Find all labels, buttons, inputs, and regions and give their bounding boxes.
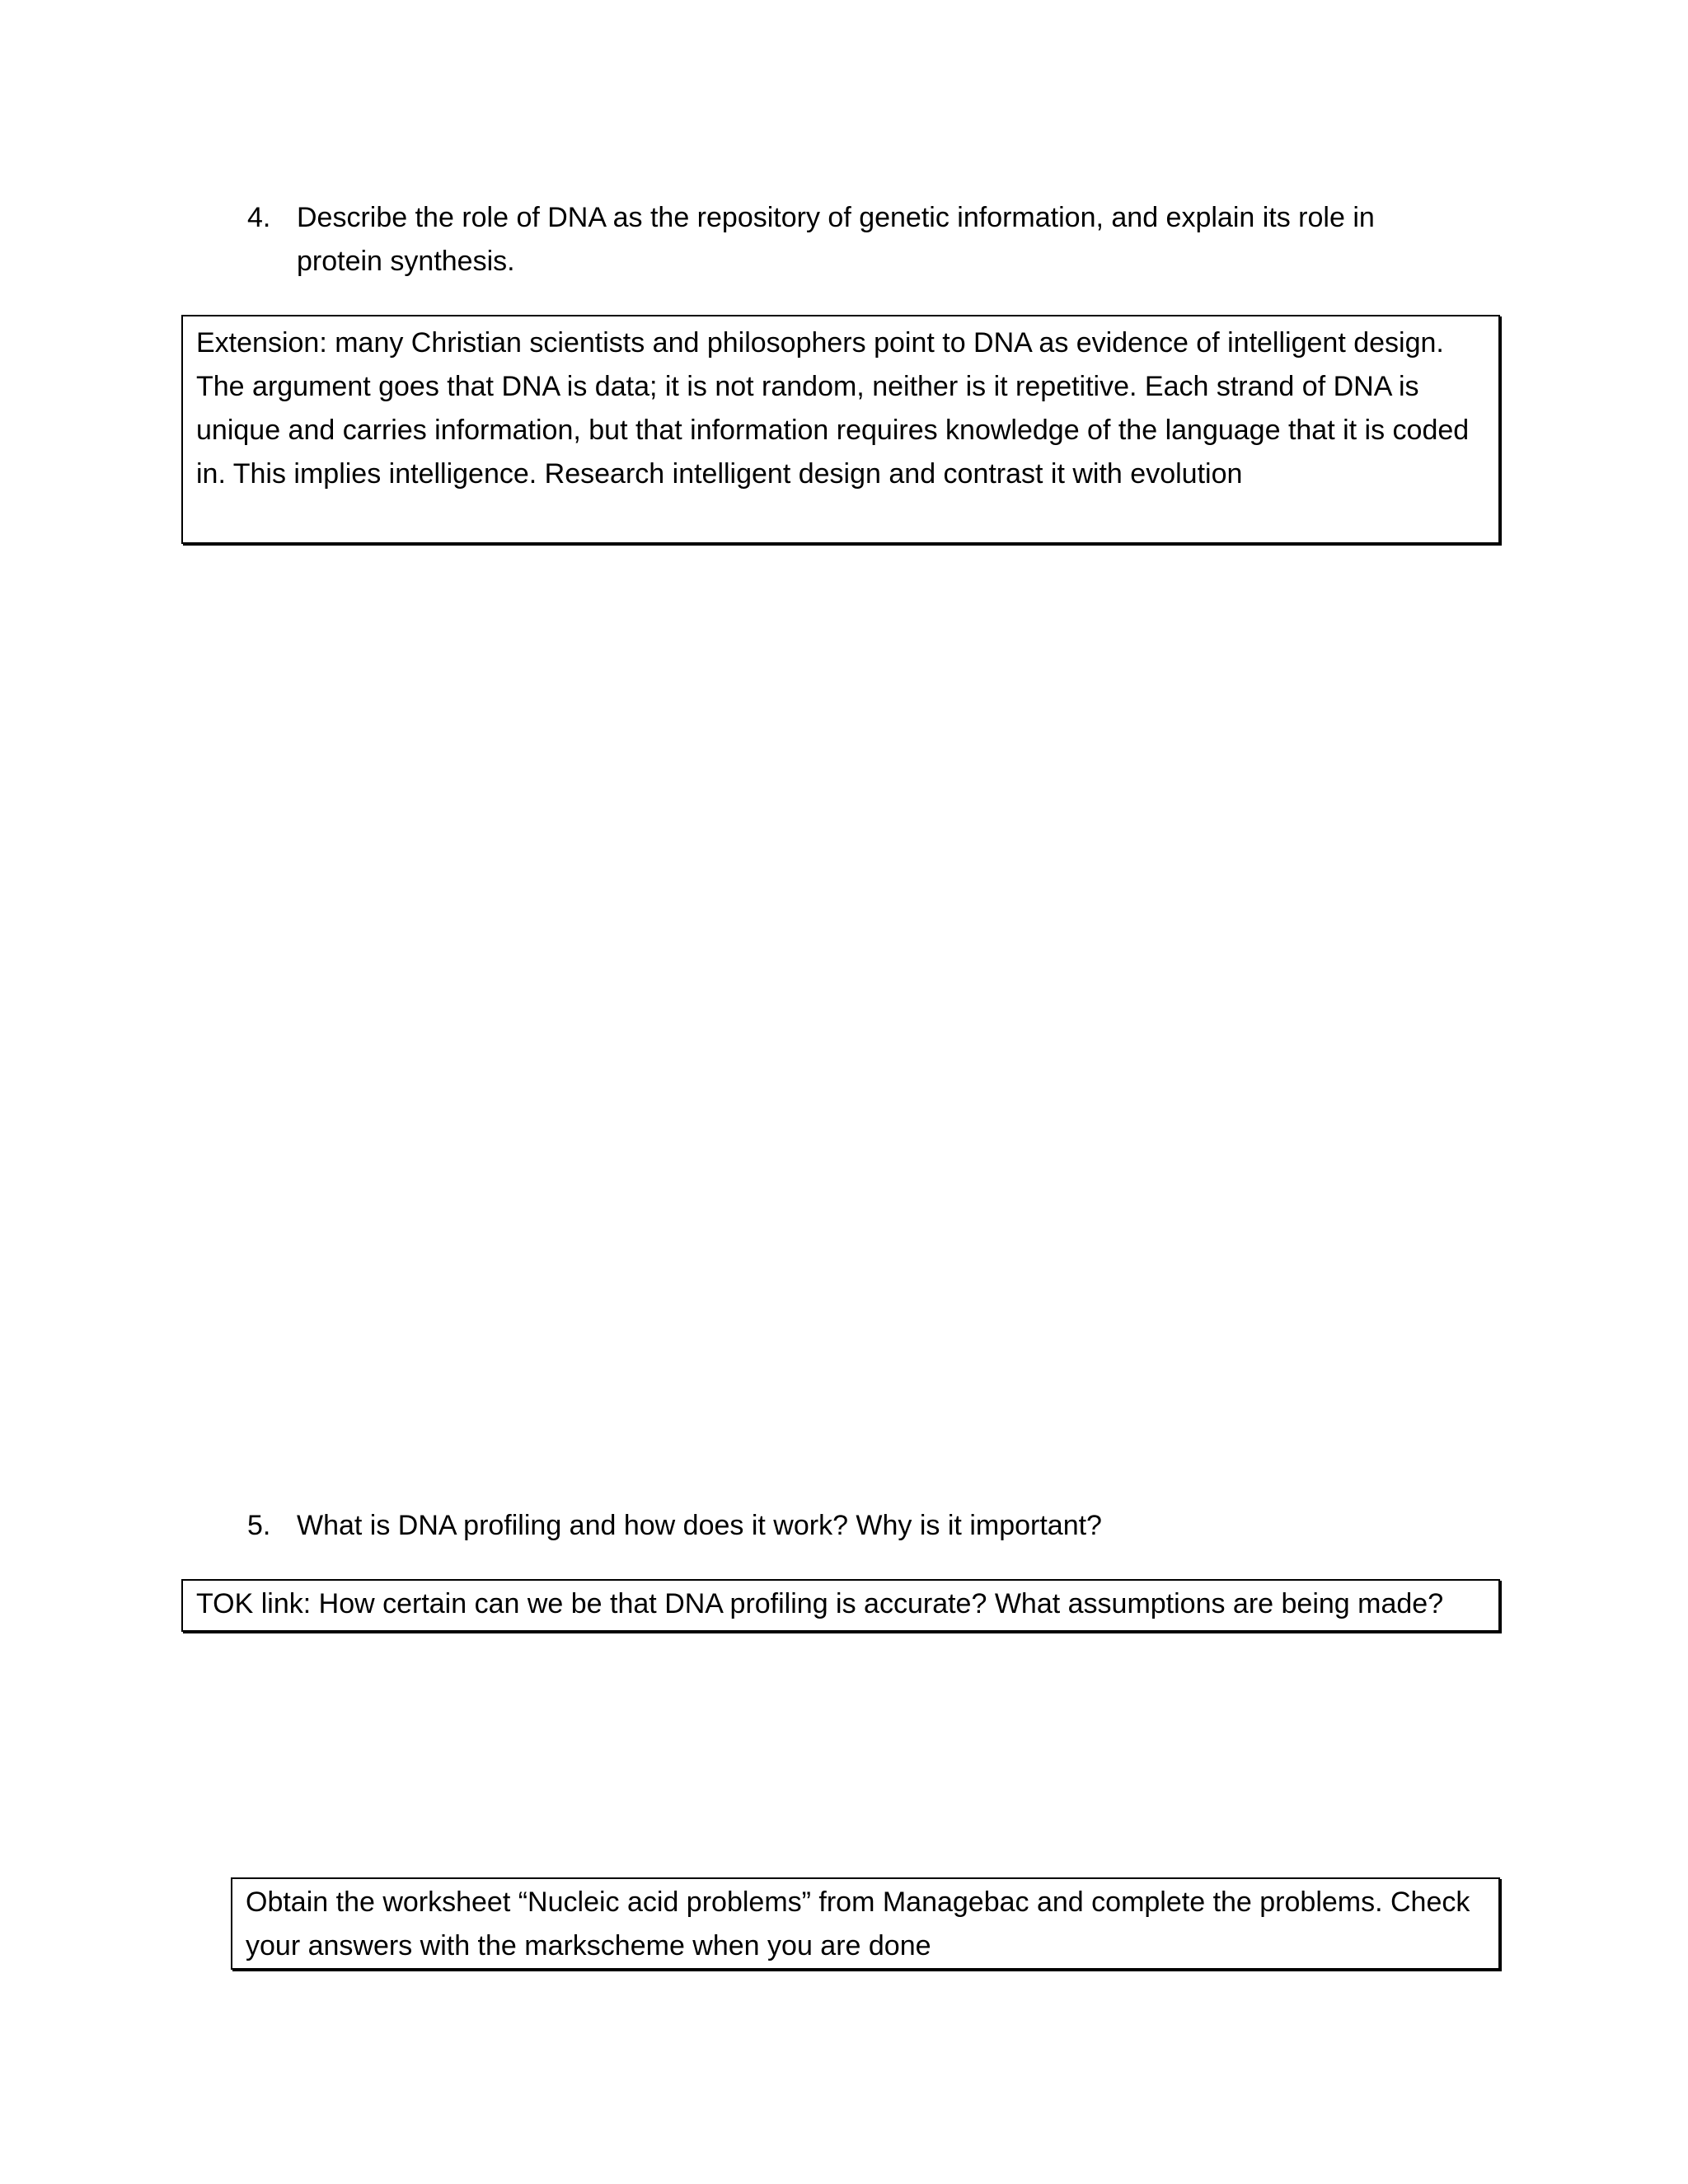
question-4-text: Describe the role of DNA as the repository of genetic information, and explain its role in protein synthesis.	[297, 202, 1375, 277]
question-5-number: 5.	[247, 1510, 271, 1541]
question-5-text: What is DNA profiling and how does it work? Why is it important?	[297, 1510, 1102, 1541]
worksheet-text: Obtain the worksheet “Nucleic acid problems” from Managebac and complete the problems. Check your answers with the markscheme when you are done	[246, 1886, 1470, 1961]
question-5	[247, 1504, 1442, 1548]
tok-link-text: TOK link: How certain can we be that DNA profiling is accurate? What assumptions are being made?	[196, 1588, 1444, 1619]
worksheet-box	[231, 1877, 1500, 1970]
question-4	[247, 196, 1442, 284]
question-4-number: 4.	[247, 202, 271, 233]
extension-text: Extension: many Christian scientists and philosophers point to DNA as evidence of intelligent design. The argument goes that DNA is data; it is not random, neither is it repetitive. Each strand of DNA is unique and carries information, but that information requires knowledge of the language that it is coded in. This implies intelligence. Research intelligent design and contrast it with evolution	[196, 327, 1470, 490]
tok-link-box	[181, 1579, 1500, 1632]
extension-box	[181, 315, 1500, 544]
